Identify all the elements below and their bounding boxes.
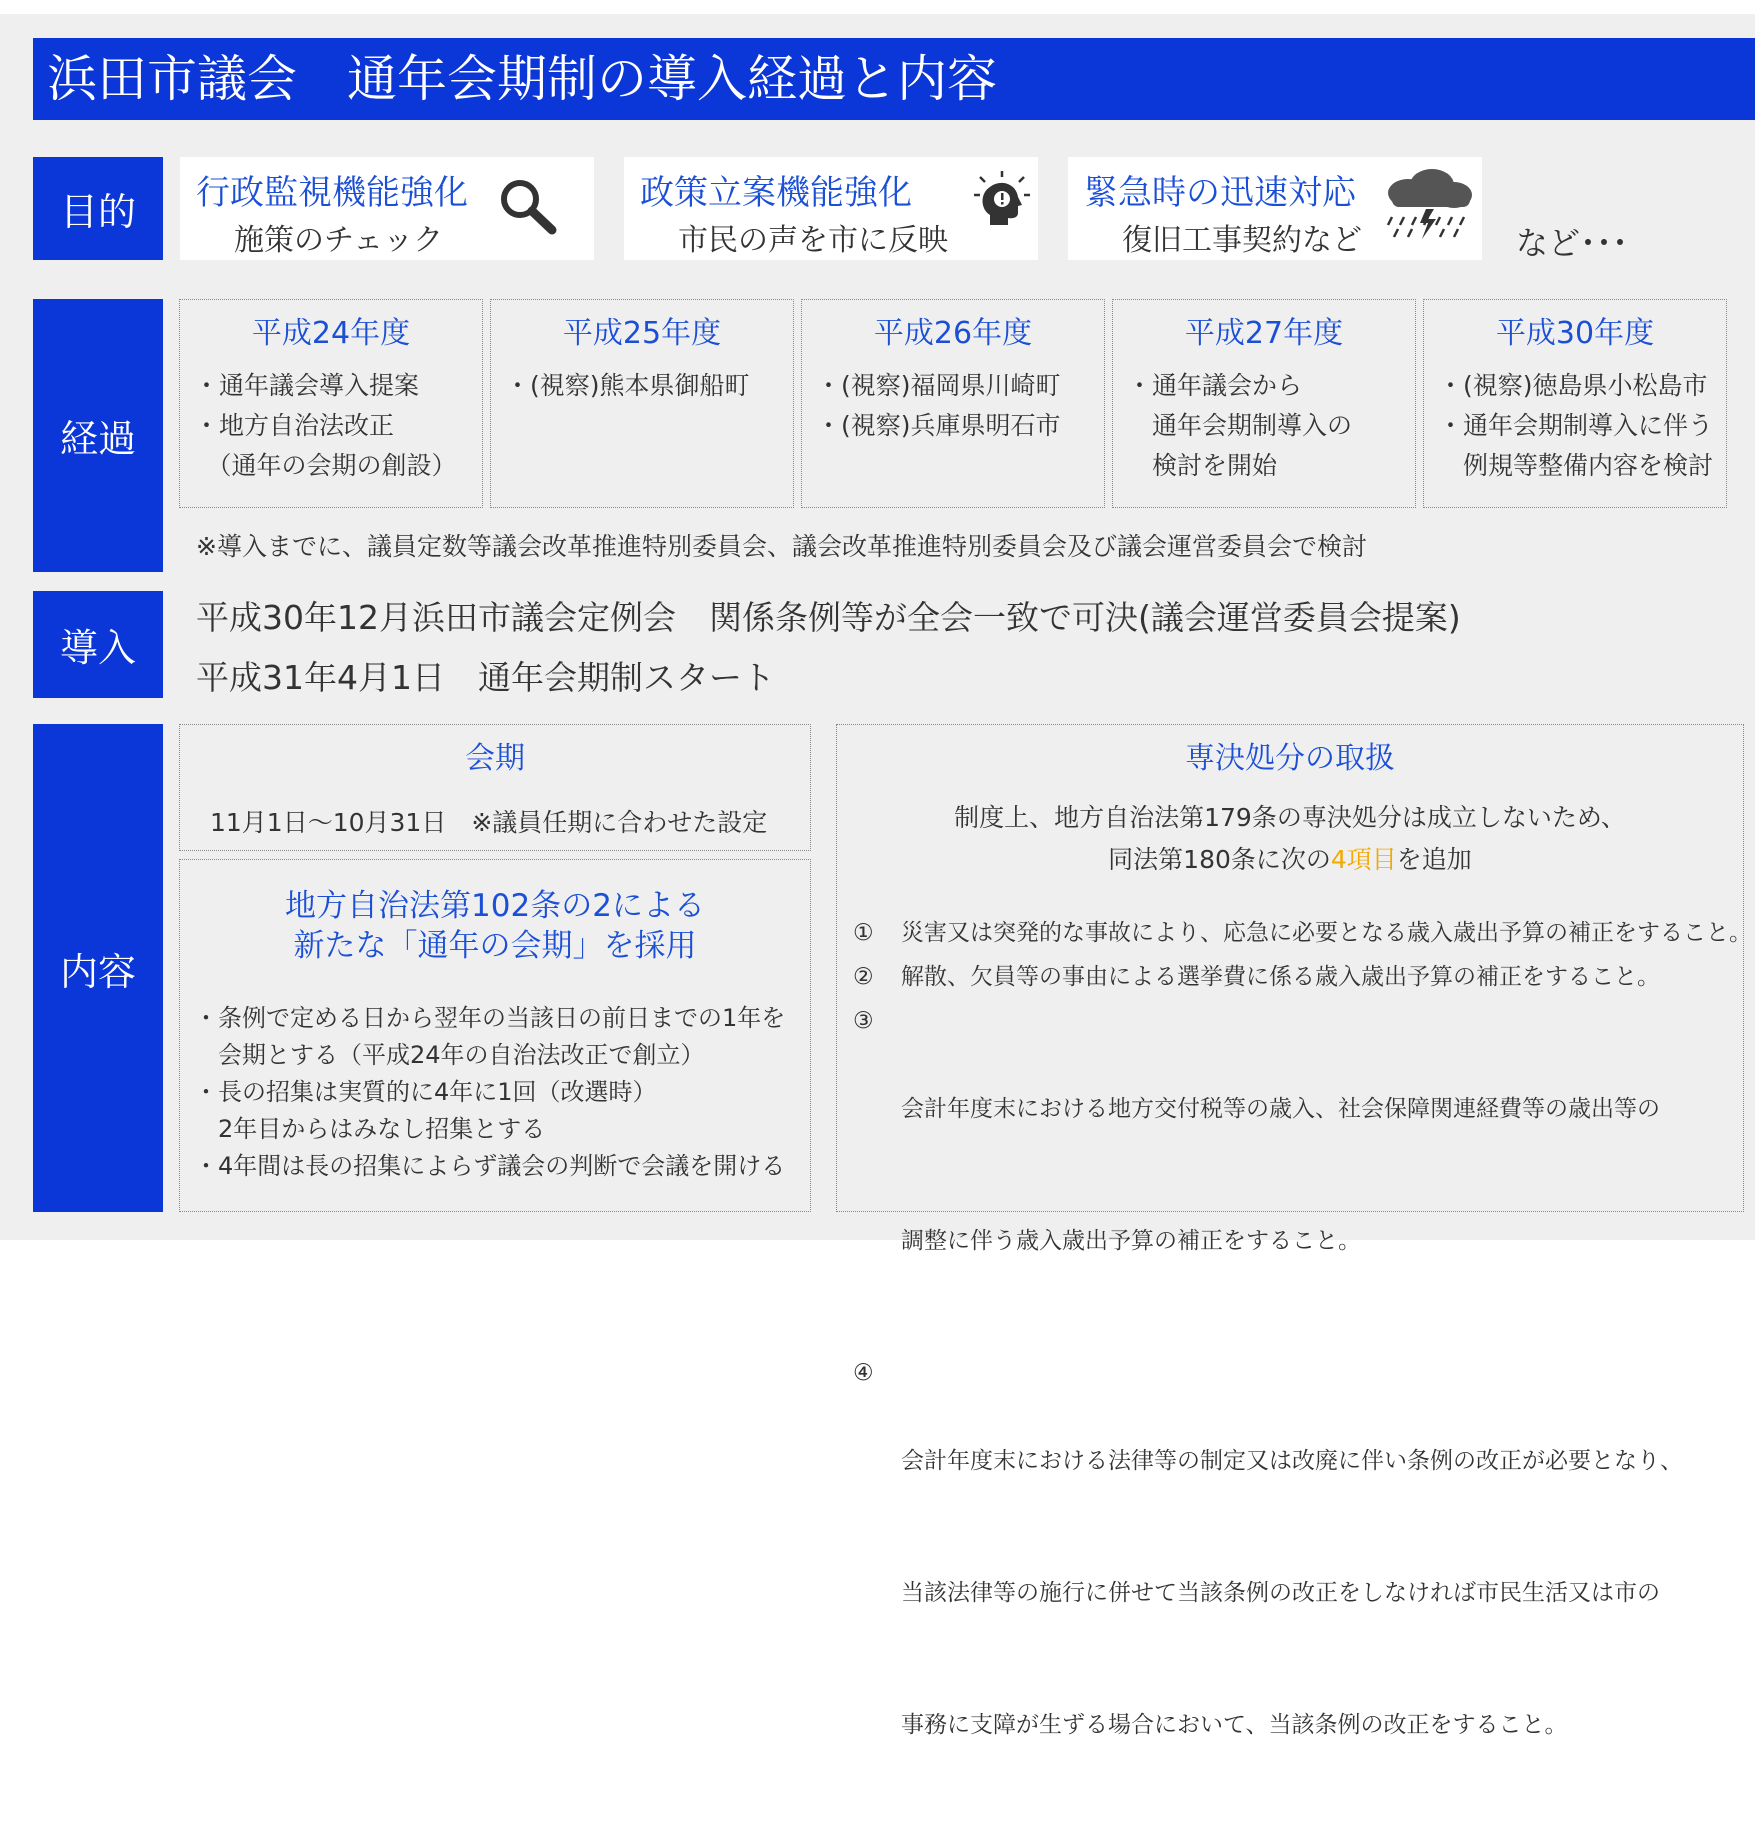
list-item: 検討を開始 [1127,451,1278,480]
section-label-content: 内容 [33,724,163,1212]
purpose-item-policy [624,157,1038,260]
law-heading-line-2: 新たな「通年の会期」を採用 [293,928,697,964]
introduction-line-2: 平成31年4月1日 通年会期制スタート [196,658,775,697]
item-line: 調整に伴う歳入歳出予算の補正をすること。 [901,1228,1361,1254]
year-heading: 平成24年度 [251,316,411,351]
purpose-heading: 政策立案機能強化 [640,173,912,213]
magnifier-icon [496,175,560,237]
history-year-h26 [801,299,1105,508]
year-heading: 平成26年度 [873,316,1033,351]
history-year-h24 [179,299,483,508]
purpose-sub: 施策のチェック [234,223,444,258]
senketsu-intro-line-2 [837,839,1743,881]
senketsu-intro-line-1: 制度上、地方自治法第179条の専決処分は成立しないため、 [954,803,1626,832]
list-item: ・4年間は長の招集によらず議会の判断で会議を開ける [194,1152,786,1180]
section-label-introduction: 導入 [33,591,163,698]
item-line: 当該法律等の施行に併せて当該条例の改正をしなければ市民生活又は市の [901,1580,1660,1606]
history-year-h27 [1112,299,1416,508]
senketsu-heading: 専決処分の取扱 [1185,741,1395,776]
list-item: ・(視察)熊本県御船町 [505,371,750,400]
list-item: 会期とする（平成24年の自治法改正で創立） [194,1041,705,1069]
item-line: 会計年度末における地方交付税等の歳入、社会保障関連経費等の歳出等の [901,1096,1660,1122]
year-heading: 平成30年度 [1495,316,1655,351]
item-number: ③ [853,1008,874,1034]
year-list [1438,366,1722,486]
item-line: 解散、欠員等の事由による選挙費に係る歳入歳出予算の補正をすること。 [901,964,1660,990]
item-line: 会計年度末における法律等の制定又は改廃に伴い条例の改正が必要となり、 [901,1448,1683,1474]
item-text [901,999,1660,1351]
history-note: ※導入までに、議員定数等議会改革推進特別委員会、議会改革推進特別委員会及び議会運営委員会で検討 [196,532,1367,561]
senketsu-items [853,911,1752,1835]
year-heading: 平成27年度 [1184,316,1344,351]
item-line: 災害又は突発的な事故により、応急に必要となる歳入歳出予算の補正をすること。 [901,920,1752,946]
page-title: 浜田市議会 通年会期制の導入経過と内容 [33,38,1755,120]
slide [0,14,1755,1738]
section-label-history: 経過 [33,299,163,572]
year-list [1127,366,1411,486]
purpose-heading: 行政監視機能強化 [196,173,468,213]
list-item: ・長の招集は実質的に4年に1回（改選時） [194,1078,657,1106]
law-bullets [194,1000,802,1185]
purpose-item-emergency [1068,157,1482,260]
purpose-sub: 市民の声を市に反映 [678,223,948,258]
history-year-h25 [490,299,794,508]
highlight-count: 4項目 [1330,845,1397,874]
session-body: 11月1日～10月31日 ※議員任期に合わせた設定 [210,808,768,837]
list-item [853,999,1737,1351]
year-list [505,366,789,406]
item-number: ④ [853,1360,874,1386]
introduction-line-1: 平成30年12月浜田市議会定例会 関係条例等が全会一致で可決(議会運営委員会提案) [196,598,1461,637]
law-box [179,859,811,1212]
list-item: ・(視察)徳島県小松島市 [1438,371,1708,400]
year-list [194,366,478,486]
list-item: 2年目からはみなし招集とする [194,1115,546,1143]
list-item [853,1351,1737,1835]
year-list [816,366,1100,446]
law-heading [180,886,810,966]
history-year-h30 [1423,299,1727,508]
session-box [179,724,811,851]
item-text [901,955,1660,999]
list-item: ・通年会期制導入に伴う [1438,411,1714,440]
item-line: 事務に支障が生ずる場合において、当該条例の改正をすること。 [901,1712,1568,1738]
list-item: 通年会期制導入の [1127,411,1353,440]
senketsu-box [836,724,1752,1738]
senketsu-intro [837,797,1743,881]
storm-cloud-icon [1378,167,1478,243]
list-item: ・地方自治法改正 [194,411,395,440]
list-item: ・条例で定める日から翌年の当該日の前日までの1年を [194,1004,786,1032]
intro-text: 同法第180条に次の [1108,845,1331,874]
list-item: 例規等整備内容を検討 [1438,451,1714,480]
item-number: ② [853,964,874,990]
section-label-purpose: 目的 [33,157,163,260]
law-heading-line-1: 地方自治法第102条の2による [285,888,705,924]
purpose-heading: 緊急時の迅速対応 [1084,173,1356,213]
list-item: ・通年議会導入提案 [194,371,420,400]
purpose-sub: 復旧工事契約など [1122,223,1362,258]
intro-text: を追加 [1396,845,1472,874]
purpose-etc: など･･･ [1516,224,1629,262]
list-item [853,955,1737,999]
list-item: ・(視察)福岡県川崎町 [816,371,1061,400]
item-number: ① [853,920,874,946]
item-text [901,1351,1683,1835]
year-heading: 平成25年度 [562,316,722,351]
list-item: （通年の会期の創設） [194,451,457,480]
session-heading: 会期 [465,741,525,776]
purpose-item-oversight [180,157,594,260]
idea-head-icon [972,169,1032,235]
list-item: ・(視察)兵庫県明石市 [816,411,1061,440]
list-item [853,911,1752,955]
item-text [901,911,1752,955]
list-item: ・通年議会から [1127,371,1303,400]
